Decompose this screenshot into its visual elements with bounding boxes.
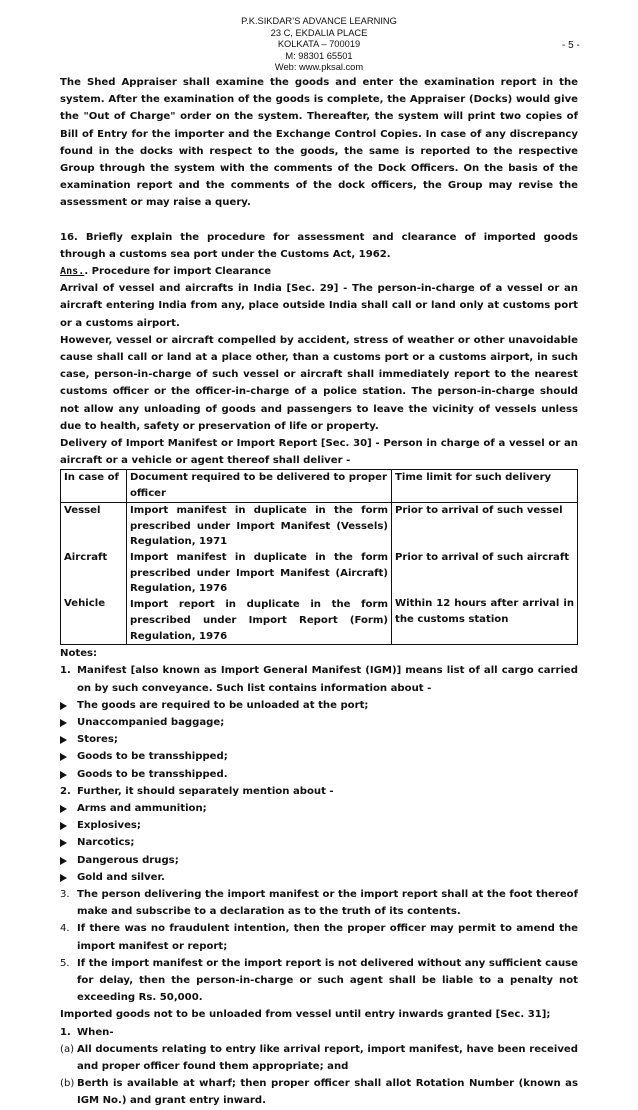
table-cell: Import manifest in duplicate in the form prescribed under Import Manifest (Vessels) Regulation, 1971 [130, 504, 388, 548]
table-header-cell: In case of [61, 470, 127, 502]
however-paragraph: However, vessel or aircraft compelled by accident, stress of weather or other unavoidable cause shall call or land at a place other, than a customs port or a customs airport, in such case, person-in-charge of such vessel or aircraft shall immediately report to the nearest customs officer or the officer-in-charge of a police station. The person-in-charge should not allow any unloading of goods and passengers to leave the vicinity of vessels unless due to health, safety or preservation of life or property. [60, 334, 578, 432]
page-body [60, 74, 578, 1110]
table-col-mode [61, 502, 127, 644]
list-text: Dangerous drugs; [77, 854, 179, 866]
when-item-b [60, 1075, 578, 1109]
table-cell: Prior to arrival of such aircraft [395, 551, 570, 563]
letterhead [0, 16, 638, 74]
list-text: All documents relating to entry like arrival report, import manifest, have been received and proper officer found them appropriate; and [77, 1043, 578, 1073]
list-item [60, 800, 578, 817]
list-item [60, 748, 578, 765]
table-cell: Prior to arrival of such vessel [395, 504, 563, 516]
list-text: Gold and silver. [77, 871, 165, 883]
list-text: Arms and ammunition; [77, 803, 207, 815]
list-text: Narcotics; [77, 837, 135, 849]
list-number: 5. [60, 957, 70, 969]
arrow-bullet-icon [60, 839, 67, 847]
table-col-document [127, 502, 392, 644]
arrival-paragraph: Arrival of vessel and aircrafts in India [Sec. 29] - The person-in-charge of a vessel or an aircraft entering India from any, place outside India shall call or land only at customs port or a customs airport. [60, 283, 578, 329]
answer-label: Ans. [60, 266, 85, 278]
note-4 [60, 920, 578, 954]
list-letter: (a) [60, 1043, 75, 1055]
letterhead-city: KOLKATA – 700019 [277, 39, 361, 50]
letterhead-mobile: M: 98301 65501 [285, 50, 353, 61]
table-cell: Import report in duplicate in the form prescribed under Import Report (Form) Regulation, 1976 [130, 599, 388, 642]
question-16: 16. Briefly explain the procedure for assessment and clearance of imported goods through a customs sea port under the Customs Act, 1962. [60, 231, 578, 260]
list-item [60, 852, 578, 869]
arrow-bullet-icon [60, 719, 67, 727]
letterhead-address: 23 C, EKDALIA PLACE [270, 27, 368, 38]
note-3 [60, 886, 578, 920]
arrow-bullet-icon [60, 771, 67, 779]
list-number: 2. [60, 785, 71, 797]
table-body-row [61, 502, 578, 644]
list-text: Goods to be transshipped. [77, 768, 228, 780]
arrow-bullet-icon [60, 805, 67, 813]
list-text: If there was no fraudulent intention, then the proper officer may permit to amend the import manifest or report; [77, 923, 578, 952]
list-item [60, 714, 578, 731]
letterhead-name: P.K.SIKDAR’S ADVANCE LEARNING [241, 16, 397, 26]
table-cell: Vessel [64, 504, 101, 516]
arrow-bullet-icon [60, 736, 67, 744]
list-number: 4. [60, 923, 70, 935]
letterhead-web: Web: www.pksal.com [274, 62, 364, 73]
list-text: If the import manifest or the import report is not delivered without any sufficient cause for delay, then the person-in-charge or such agent shall be liable to a penalty not exceeding Rs. 50,000. [77, 957, 578, 1004]
list-item [60, 766, 578, 783]
list-number: 1. [60, 665, 71, 677]
note-1 [60, 662, 578, 696]
arrow-bullet-icon [60, 874, 67, 882]
table-col-time-limit [392, 502, 578, 644]
table-header-row [61, 470, 578, 502]
table-cell: Import manifest in duplicate in the form prescribed under Import Manifest (Aircraft) Regulation, 1976 [130, 551, 388, 595]
list-text: Further, it should separately mention about - [77, 785, 334, 797]
list-number: 3. [60, 889, 70, 901]
table-header-cell: Document required to be delivered to proper officer [127, 470, 392, 502]
spacer [60, 212, 578, 229]
section-31-paragraph: Imported goods not to be unloaded from vessel until entry inwards granted [Sec. 31]; [60, 1009, 551, 1021]
answer-title: . Procedure for import Clearance [84, 266, 272, 278]
note-5 [60, 955, 578, 1007]
list-text: When- [77, 1026, 114, 1038]
list-item [60, 869, 578, 886]
list-text: The person delivering the import manifest or the import report shall at the foot thereof make and subscribe to a declaration as to the truth of its contents. [77, 889, 578, 918]
page-number: - 5 - [562, 40, 580, 51]
list-text: Stores; [77, 734, 118, 746]
list-letter: (b) [60, 1078, 75, 1090]
list-text: Manifest [also known as Import General Manifest (IGM)] means list of all cargo carried on by such conveyance. Such list contains information about - [77, 665, 578, 694]
list-item [60, 697, 578, 714]
table-cell: Within 12 hours after arrival in the customs station [395, 598, 574, 625]
list-item [60, 817, 578, 834]
arrow-bullet-icon [60, 857, 67, 865]
list-number: 1. [60, 1026, 71, 1038]
arrow-bullet-icon [60, 702, 67, 710]
list-text: Goods to be transshipped; [77, 751, 228, 763]
answer-heading [60, 263, 578, 280]
list-text: Unaccompanied baggage; [77, 717, 225, 729]
table-header-cell: Time limit for such delivery [392, 470, 578, 502]
list-item [60, 834, 578, 851]
intro-paragraph: The Shed Appraiser shall examine the goods and enter the examination report in the system. After the examination of the goods is complete, the Appraiser (Docks) would give the "Out of Charge" order on the system. Thereafter, the system will print two copies of Bill of Entry for the importer and the Exchange Control Copies. In case of any discrepancy found in the docks with respect to the goods, the same is reported to the respective Group through the system with the comments of the Dock Officers. On the basis of the examination report and the comments of the dock officers, the Group may revise the assessment or may raise a query. [60, 77, 578, 209]
note-2 [60, 783, 578, 800]
when-item-a [60, 1041, 578, 1075]
list-item [60, 731, 578, 748]
list-text: The goods are required to be unloaded at the port; [77, 699, 369, 711]
notes-title: Notes: [60, 648, 98, 660]
delivery-paragraph: Delivery of Import Manifest or Import Report [Sec. 30] - Person in charge of a vessel or an aircraft or a vehicle or agent thereof shall deliver - [60, 438, 578, 467]
arrow-bullet-icon [60, 822, 67, 830]
when-item [60, 1024, 578, 1041]
arrow-bullet-icon [60, 753, 67, 761]
table-cell: Aircraft [64, 551, 108, 563]
list-text: Explosives; [77, 820, 141, 832]
list-text: Berth is available at wharf; then proper officer shall allot Rotation Number (known as IGM No.) and grant entry inward. [77, 1078, 578, 1107]
table-cell: Vehicle [64, 598, 106, 610]
import-manifest-table [60, 469, 578, 645]
